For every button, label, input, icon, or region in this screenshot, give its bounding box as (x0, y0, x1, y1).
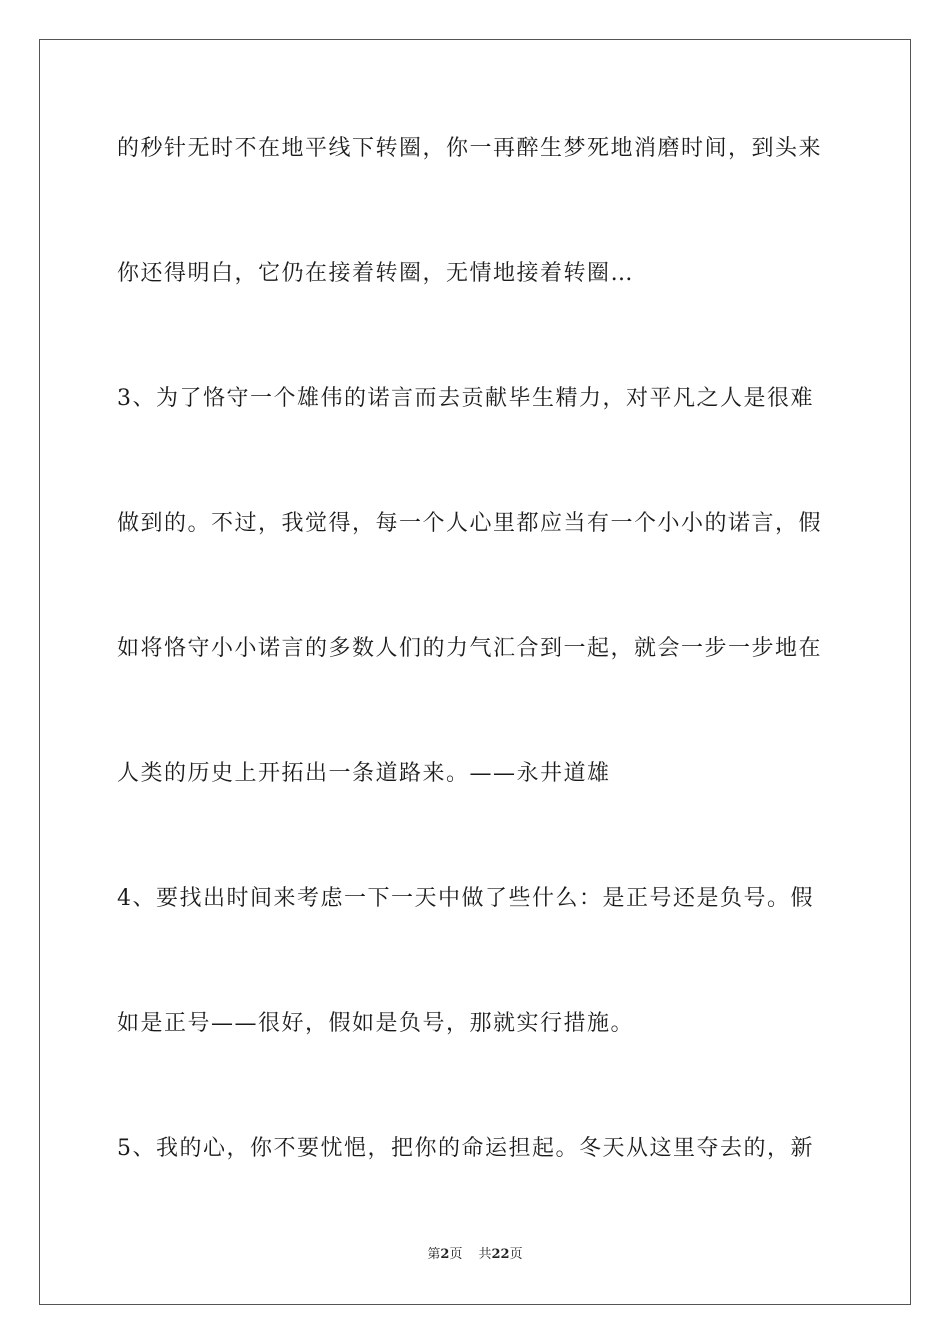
total-pages: 22 (491, 1247, 510, 1262)
page-border (39, 39, 911, 1305)
total-prefix: 共 (478, 1247, 492, 1262)
text-line: 3、为了恪守一个雄伟的诺言而去贡献毕生精力，对平凡之人是很难 (117, 386, 814, 411)
page-suffix: 页 (449, 1247, 463, 1262)
text-line: 你还得明白，它仍在接着转圈，无情地接着转圈… (117, 261, 635, 286)
page-prefix: 第 (427, 1247, 441, 1262)
page-footer (0, 1247, 950, 1263)
text-line: 做到的。不过，我觉得，每一个人心里都应当有一个小小的诺言，假 (117, 511, 823, 536)
text-line: 如是正号——很好，假如是负号，那就实行措施。 (117, 1011, 635, 1036)
text-line: 4、要找出时间来考虑一下一天中做了些什么：是正号还是负号。假 (117, 886, 814, 911)
text-line: 5、我的心，你不要忧悒，把你的命运担起。冬天从这里夺去的，新 (117, 1136, 814, 1161)
text-line: 的秒针无时不在地平线下转圈，你一再醉生梦死地消磨时间，到头来 (117, 136, 823, 161)
total-suffix: 页 (509, 1247, 523, 1262)
text-line: 如将恪守小小诺言的多数人们的力气汇合到一起，就会一步一步地在 (117, 636, 823, 661)
page-number: 2 (440, 1247, 450, 1262)
text-line: 人类的历史上开拓出一条道路来。——永井道雄 (117, 761, 611, 786)
